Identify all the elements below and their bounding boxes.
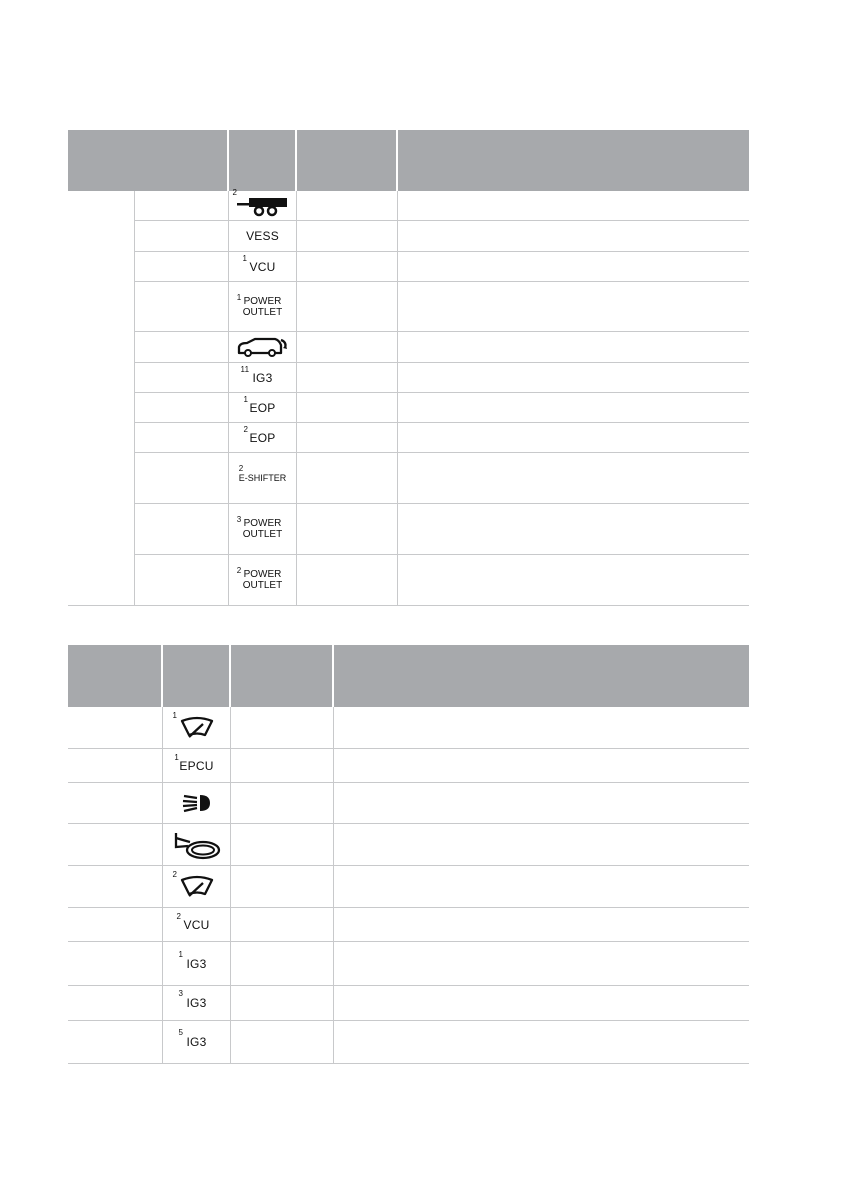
power-outlet-label: 3 POWER OUTLET: [236, 515, 283, 540]
table-row: [135, 221, 749, 252]
table-row: [135, 187, 749, 221]
header-cell: [297, 130, 398, 191]
trailer-icon: 2: [237, 195, 289, 217]
power-outlet-label: 1 POWER OUTLET: [236, 292, 283, 318]
table-row: [68, 866, 749, 908]
table-row: [135, 363, 749, 393]
wiper-icon: 1: [179, 716, 215, 740]
table-header: [68, 130, 749, 191]
horn-icon: [172, 829, 222, 861]
vcu-label: 1 VCU: [242, 253, 276, 274]
table-row: [135, 282, 749, 332]
epcu-label: 1 EPCU: [174, 752, 214, 773]
table-rows: [135, 187, 749, 606]
table-row: [68, 908, 749, 942]
table-row: [68, 986, 749, 1021]
table-row: [68, 942, 749, 986]
group-cell: [68, 191, 135, 606]
table-header: [68, 645, 749, 707]
tailgate-car-icon: [235, 336, 291, 358]
table-row: [68, 749, 749, 783]
headlamp-icon: [180, 792, 214, 814]
e-shifter-label: 2 E-SHIFTER: [238, 464, 287, 483]
table-row: [68, 783, 749, 824]
table-row: [68, 1021, 749, 1064]
ig3-label: 5 IG3: [178, 1028, 207, 1049]
power-outlet-label: 2 POWER OUTLET: [236, 566, 283, 591]
wiper-icon: 2: [179, 875, 215, 899]
table-row: [135, 423, 749, 453]
ig3-label: 11 IG3: [240, 364, 273, 385]
fuse-table-1: [68, 130, 749, 606]
ig3-label: 3 IG3: [178, 989, 207, 1010]
table-row: [135, 504, 749, 555]
vcu-label: 2 VCU: [176, 911, 210, 932]
vess-label: VESS: [246, 229, 279, 243]
table-row: [135, 393, 749, 423]
header-cell: [68, 645, 163, 707]
table-row: [135, 555, 749, 606]
header-cell: [229, 130, 297, 191]
fuse-table-2: [68, 645, 749, 1064]
table-row: [135, 453, 749, 504]
header-cell: [163, 645, 231, 707]
header-cell: [334, 645, 749, 707]
ig3-label: 1 IG3: [178, 949, 207, 971]
table-body: [68, 187, 749, 606]
table-row: [135, 332, 749, 363]
table-row: [135, 252, 749, 282]
header-cell: [68, 130, 229, 191]
table-row: [68, 824, 749, 866]
eop-label: 1 EOP: [243, 394, 276, 415]
header-cell: [398, 130, 749, 191]
header-cell: [231, 645, 334, 707]
eop-label: 2 EOP: [243, 424, 276, 445]
table-row: [68, 707, 749, 749]
